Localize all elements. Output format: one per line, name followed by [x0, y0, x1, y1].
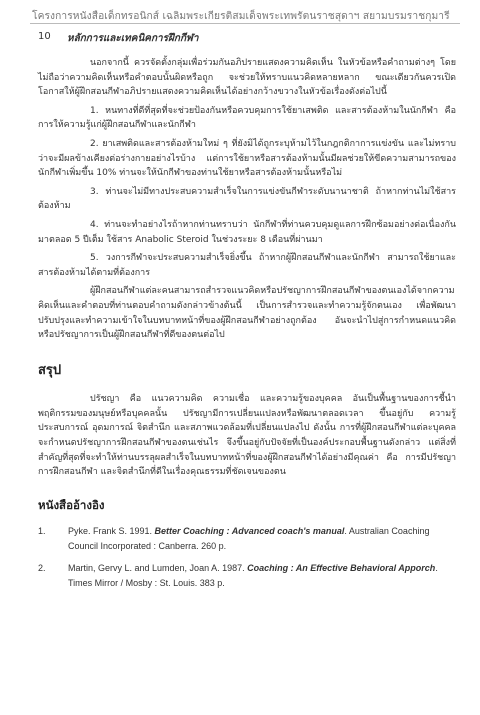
reference-item [38, 524, 456, 554]
reference-number: 1. [38, 526, 46, 537]
discussion-item-1: 1. หนทางที่ดีที่สุดที่จะช่วยป้องกันหรือควบคุมการใช้ยาเสพติด และสารต้องห้ามในนักกีฬา คือการให้ความรู้แก่ผู้ฝึกสอนกีฬาและนักกีฬา [38, 105, 456, 131]
book-series-header: โครงการหนังสือเด็กทรอนิกส์ เฉลิมพระเกียรติสมเด็จพระเทพรัตนราชสุดาฯ สยามบรมราชกุมารี [32, 11, 450, 22]
reference-book-title: Better Coaching : Advanced coach's manual [154, 526, 345, 537]
discussion-item-2: 2. ยาเสพติดและสารต้องห้ามใหม่ ๆ ที่ยังมิได้ถูกระบุห้ามไว้ในกฎกติกาการแข่งขัน และไม่ทราบว่าจะมีผลข้างเคียงต่อร่างกายอย่างไรบ้าง แต่การใช้ยาหรือสารต้องห้ามนั้นมีผลช่วยให้ขีดความสามารถของนักกีฬาเพิ่มขึ้น 10% ท่านจะให้นักกีฬาของท่านใช้ยาหรือสารต้องห้ามนั้นหรือไม่ [38, 138, 456, 179]
running-title: หลักการและเทคนิคการฝึกกีฬา [67, 33, 199, 44]
reference-author-year: Pyke. Frank S. 1991. [68, 526, 155, 537]
page-number: 10 [38, 31, 51, 42]
reference-publisher: . Australian Coaching Council Incorporated : Canberra. 260 p. [68, 526, 430, 552]
reference-list [38, 524, 456, 591]
summary-paragraph: ปรัชญา คือ แนวความคิด ความเชื่อ และความรู้ของบุคคล อันเป็นพื้นฐานของการชี้นำพฤติกรรมของมนุษย์หรือบุคคลนั้น ปรัชญามีการเปลี่ยนแปลงหรือพัฒนาตลอดเวลา ขึ้นอยู่กับ ความรู้ ประสบการณ์ อุดมการณ์ จิตสำนึก และสภาพแวดล้อมที่เปลี่ยนแปลงไป ดังนั้น การที่ผู้ฝึกสอนกีฬาแต่ละบุคคลจะกำหนดปรัชญาการฝึกสอนกีฬาของตนเช่นไร จึงขึ้นอยู่กับปัจจัยที่เป็นองค์ประกอบพื้นฐานดังกล่าว แต่สิ่งที่สำคัญที่สุดที่จะทำให้ท่านบรรลุผลสำเร็จในบทบาทหน้าที่ของผู้ฝึกสอนกีฬาได้อย่างมีคุณค่า คือ การมีปรัชญาการฝึกสอนกีฬา และจิตสำนึกที่ดีในเรื่องคุณธรรมที่ชัดเจนของตน [38, 394, 456, 478]
summary-heading: สรุป [38, 362, 62, 378]
reference-author-year: Martin, Gervy L. and Lumden, Joan A. 1987. [68, 563, 248, 574]
discussion-item-3: 3. ท่านจะไม่มีทางประสบความสำเร็จในการแข่งขันกีฬาระดับนานาชาติ ถ้าหากท่านไม่ใช้สารต้องห้าม [38, 186, 456, 212]
reference-text [68, 524, 456, 554]
intro-paragraph: นอกจากนี้ ควรจัดตั้งกลุ่มเพื่อร่วมกันอภิปรายแสดงความคิดเห็น ในหัวข้อหรือคำถามต่างๆ โดยไม่ถือว่าความคิดเห็นหรือคำตอบนั้นผิดหรือถูก จะช่วยให้ทราบแนวคิดหลายหลาก ขณะเดียวกันควรเปิดโอกาสให้ผู้ฝึกสอนกีฬาอภิปรายแสดงความคิดเห็นได้อย่างกว้างขวางในหัวข้อเรื่องดังต่อไปนี้ [38, 58, 456, 98]
reference-book-title: Coaching : An Effective Behavioral Apporch [247, 563, 436, 574]
reference-item [38, 561, 456, 591]
reference-publisher: . Times Mirror / Mosby : St. Louis. 383 p. [68, 563, 438, 589]
page-content [38, 56, 456, 598]
reference-text [68, 561, 456, 591]
header-divider [30, 23, 460, 24]
closing-paragraph: ผู้ฝึกสอนกีฬาแต่ละคนสามารถสำรวจแนวคิดหรือปรัชญาการฝึกสอนกีฬาของตนเองได้จากความคิดเห็นและคำตอบที่ท่านตอบคำถามดังกล่าวข้างต้นนี้ เป็นการสำรวจและทำความรู้จักตนเอง เพื่อพัฒนาปรับปรุงและทำความเข้าใจในบทบาทหน้าที่ของผู้ฝึกสอนกีฬาอย่างถูกต้อง อันจะนำไปสู่การกำหนดแนวคิดหรือปรัชญาการเป็นผู้ฝึกสอนกีฬาที่ดีของตนต่อไป [38, 286, 456, 341]
discussion-item-5: 5. วงการกีฬาจะประสบความสำเร็จยิ่งขึ้น ถ้าหากผู้ฝึกสอนกีฬาและนักกีฬา สามารถใช้ยาและสารต้องห้ามได้ตามที่ต้องการ [38, 253, 456, 278]
reference-number: 2. [38, 563, 46, 574]
discussion-item-4: 4. ท่านจะทำอย่างไรถ้าหากท่านทราบว่า นักกีฬาที่ท่านควบคุมดูแลการฝึกซ้อมอย่างต่อเนื่องกันมาตลอด 5 ปีเต็ม ใช้สาร Anabolic Steroid ในช่วงระยะ 8 เดือนที่ผ่านมา [38, 219, 456, 245]
references-heading: หนังสืออ้างอิง [38, 497, 105, 512]
